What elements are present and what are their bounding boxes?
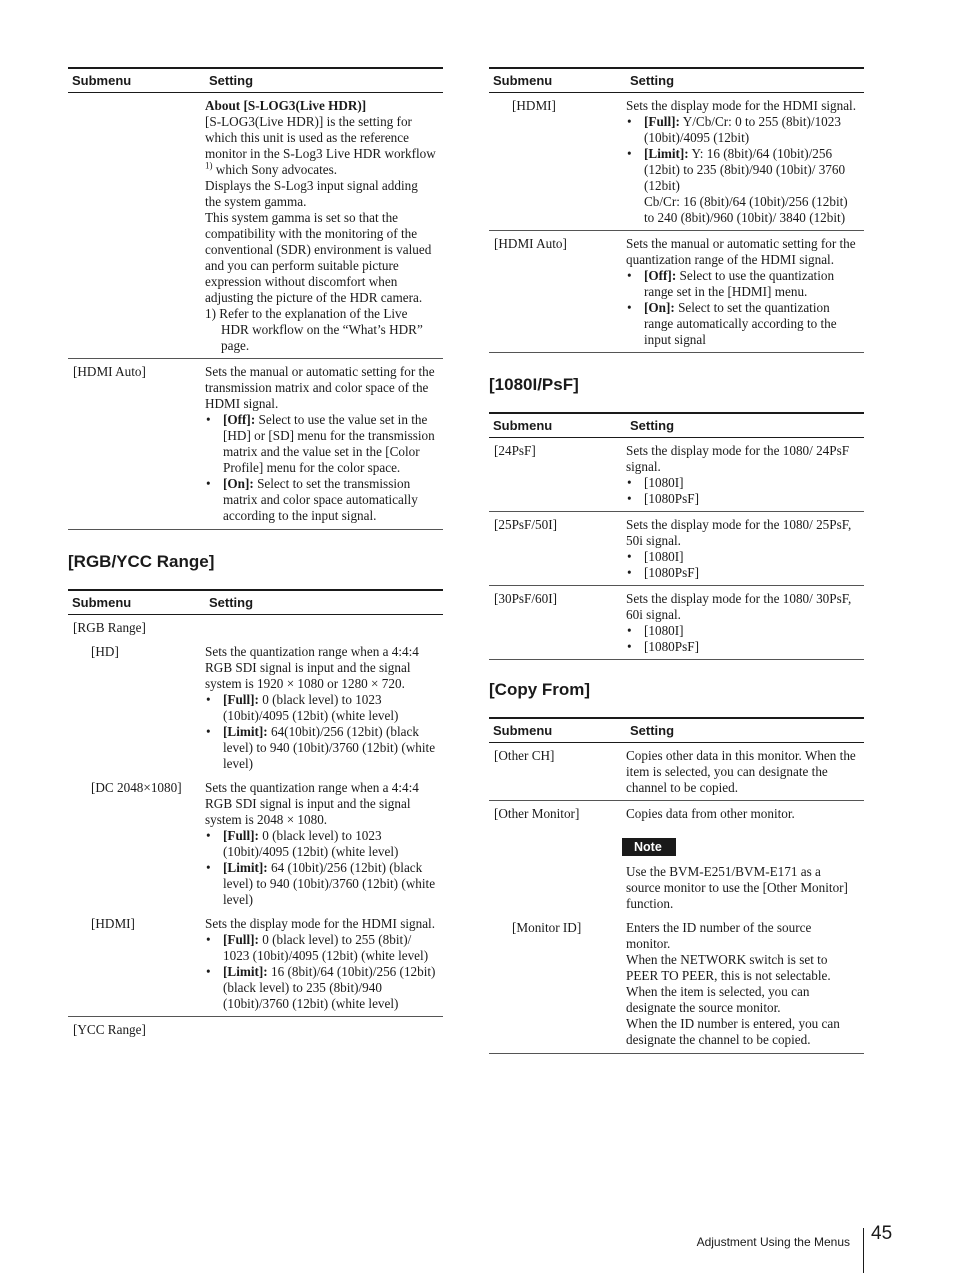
slog3-title: About [S-LOG3(Live HDR)] (205, 98, 367, 113)
slog3-footnote: 1) Refer to the explanation of the Live HDR workflow on the “What’s HDR” page. (205, 306, 423, 353)
table-row-hdmi: [HDMI] Sets the display mode for the HDMI signal. • [Full]: 0 (black level) to 255 (8bit)/ 1023 (10bit)/4095 (12bit) (white level) • [Limit]: 16 (8bit)/64 (10bit)/256 (12bit) (black level) to 235 (8bit)/940 (10bit)/3760 (12bit) (white level) (68, 908, 443, 1017)
table-header: Submenu Setting (489, 412, 864, 438)
table-row-hdmi: [HDMI] Sets the display mode for the HDMI signal. • [Full]: Y/Cb/Cr: 0 to 255 (8bit)/1023 (10bit)/4095 (12bit) • [Limit]: Y: 16 (8bit)/64 (10bit)/256 (12bit) to 235 (8bit)/940 (10bit)/ 3760 (12bit) Cb/Cr: 16 (8bit)/64 (10bit)/256 (12bit) to 240 (8bit)/960 (10bit)/ 3840 (12bit) (489, 93, 864, 231)
table-header: Submenu Setting (68, 589, 443, 615)
right-column (489, 67, 864, 1054)
slog3-paragraph: [S-LOG3(Live HDR)] is the setting for which this unit is used as the reference monitor in the S-Log3 Live HDR workflow $^{1)}$ which Sony advocates. (205, 114, 436, 177)
table-row-monitor-id: [Monitor ID] Enters the ID number of the source monitor. When the NETWORK switch is set to PEER TO PEER, this is not selectable. When the item is selected, you can designate the source monitor. When the ID number is entered, you can designate the channel to be copied. (489, 912, 864, 1054)
list-item: • [1080I] (626, 623, 858, 639)
list-item: • [Full]: 0 (black level) to 1023 (10bit)/4095 (12bit) (white level) (205, 828, 437, 860)
table-header: Submenu Setting (489, 67, 864, 93)
table-row-hdmi-auto: [HDMI Auto] Sets the manual or automatic setting for the quantization range of the HDMI signal. • [Off]: Select to use the quantization range set in the [HDMI] menu. • [On]: Select to set the quantization range automatically according to the input signal (489, 231, 864, 353)
table-row-24psf: [24PsF] Sets the display mode for the 1080/ 24PsF signal. • [1080I] • [1080PsF] (489, 438, 864, 512)
slog3-paragraph-3: This system gamma is set so that the compatibility with the monitoring of the conventional (SDR) environment is valued and you can perform suitable picture expression without discomfort when adjusting the picture of the HDR camera. (205, 210, 432, 305)
option-list (205, 412, 437, 524)
table-row-ycc-range: [YCC Range] (73, 1022, 146, 1037)
table-row-25psf-50i: [25PsF/50I] Sets the display mode for the 1080/ 25PsF, 50i signal. • [1080I] • [1080PsF] (489, 512, 864, 586)
list-item: • [1080I] (626, 475, 858, 491)
list-item: • [1080PsF] (626, 491, 858, 507)
note-text: Use the BVM-E251/BVM-E171 as a source monitor to use the [Other Monitor] function. (626, 864, 848, 911)
list-item: • [1080I] (626, 549, 858, 565)
footer-section-title: Adjustment Using the Menus (696, 1235, 850, 1249)
table-row-rgb-range: [RGB Range] (73, 620, 146, 635)
section-heading-copy-from: [Copy From] (489, 680, 591, 699)
list-item: • [Off]: Select to use the quantization range set in the [HDMI] menu. (626, 268, 858, 300)
section-heading-rgb-ycc-range: [RGB/YCC Range] (68, 552, 215, 571)
list-item: • [On]: Select to set the quantization range automatically according to the input signal (626, 300, 858, 348)
section-heading-1080i-psf: [1080I/PsF] (489, 375, 579, 394)
list-item: • [Full]: Y/Cb/Cr: 0 to 255 (8bit)/1023 (10bit)/4095 (12bit) (626, 114, 858, 146)
table-header: Submenu Setting (489, 717, 864, 743)
table-row-hdmi-auto (68, 359, 443, 530)
list-item: • [On]: Select to set the transmission matrix and color space automatically according to the input signal. (205, 476, 437, 524)
table-header (68, 67, 443, 93)
list-item: • [Limit]: 16 (8bit)/64 (10bit)/256 (12bit) (black level) to 235 (8bit)/940 (10bit)/3760 (12bit) (white level) (205, 964, 437, 1012)
list-item: • [Off]: Select to use the value set in the [HD] or [SD] menu for the transmission matrix and the value set in the [Color Profile] menu for the color space. (205, 412, 437, 476)
table-row-slog3 (68, 93, 443, 359)
setting-description: Sets the manual or automatic setting for the transmission matrix and color space of the HDMI signal. (205, 364, 435, 411)
list-item: • [1080PsF] (626, 639, 858, 655)
slog3-paragraph-2: Displays the S-Log3 input signal adding the system gamma. (205, 178, 418, 209)
submenu-label: [HDMI Auto] (73, 364, 146, 379)
table-row-other-monitor: [Other Monitor] Copies data from other monitor. Note Use the BVM-E251/BVM-E171 as a source monitor to use the [Other Monitor] function. (489, 801, 864, 912)
left-column (68, 67, 443, 1038)
setting-header: Setting (209, 72, 254, 88)
table-row-30psf-60i: [30PsF/60I] Sets the display mode for the 1080/ 30PsF, 60i signal. • [1080I] • [1080PsF] (489, 586, 864, 660)
list-item: • [Limit]: 64(10bit)/256 (12bit) (black level) to 940 (10bit)/3760 (12bit) (white level) (205, 724, 437, 772)
note-label: Note (622, 838, 676, 856)
list-item: • [1080PsF] (626, 565, 858, 581)
table-row-hd: [HD] Sets the quantization range when a 4:4:4 RGB SDI signal is input and the signal system is 1920 × 1080 or 1280 × 720. • [Full]: 0 (black level) to 1023 (10bit)/4095 (12bit) (white level) • [Limit]: 64(10bit)/256 (12bit) (black level) to 940 (10bit)/3760 (12bit) (white level) (68, 636, 443, 772)
list-item: • [Full]: 0 (black level) to 255 (8bit)/ 1023 (10bit)/4095 (12bit) (white level) (205, 932, 437, 964)
list-item: • [Limit]: Y: 16 (8bit)/64 (10bit)/256 (12bit) to 235 (8bit)/940 (10bit)/ 3760 (12bit) Cb/Cr: 16 (8bit)/64 (10bit)/256 (12bit) to 240 (8bit)/960 (10bit)/ 3840 (12bit) (626, 146, 858, 226)
submenu-header: Submenu (72, 72, 132, 88)
page-number: 45 (871, 1223, 893, 1244)
footer-divider (863, 1228, 864, 1273)
list-item: • [Limit]: 64 (10bit)/256 (12bit) (black level) to 940 (10bit)/3760 (12bit) (white level) (205, 860, 437, 908)
table-row-other-ch: [Other CH] Copies other data in this monitor. When the item is selected, you can designate the channel to be copied. (489, 743, 864, 801)
list-item: • [Full]: 0 (black level) to 1023 (10bit)/4095 (12bit) (white level) (205, 692, 437, 724)
table-row-dc-2048: [DC 2048×1080] Sets the quantization range when a 4:4:4 RGB SDI signal is input and the signal system is 2048 × 1080. • [Full]: 0 (black level) to 1023 (10bit)/4095 (12bit) (white level) • [Limit]: 64 (10bit)/256 (12bit) (black level) to 940 (10bit)/3760 (12bit) (white level) (68, 772, 443, 908)
